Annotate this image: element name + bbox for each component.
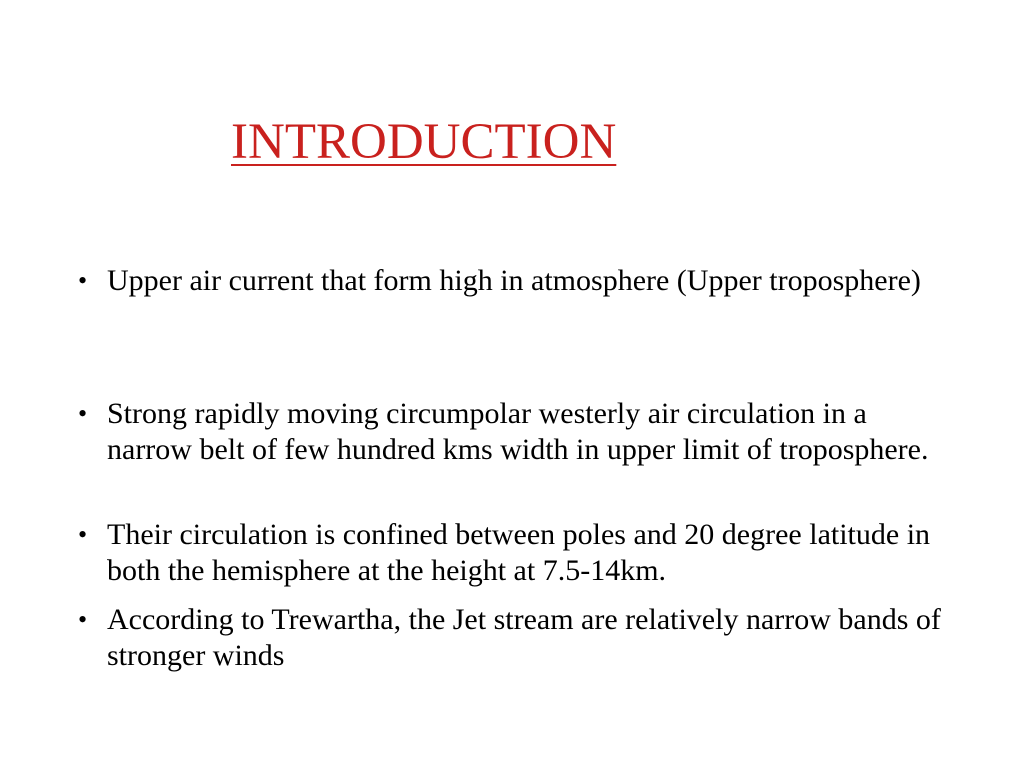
bullet-text: According to Trewartha, the Jet stream are relatively narrow bands of stronger winds bbox=[107, 603, 941, 672]
list-item bbox=[78, 517, 948, 589]
slide-title: INTRODUCTION bbox=[231, 114, 617, 170]
bullet-text: Their circulation is confined between poles and 20 degree latitude in both the hemisphere at the height at 7.5-14km. bbox=[107, 518, 931, 587]
bullet-dot-icon: • bbox=[78, 266, 88, 295]
list-item bbox=[78, 602, 948, 674]
bullet-dot-icon: • bbox=[78, 520, 88, 549]
bullet-dot-icon: • bbox=[78, 399, 88, 428]
bullet-text: Strong rapidly moving circumpolar westerly air circulation in a narrow belt of few hundred kms width in upper limit of troposphere. bbox=[107, 397, 929, 466]
list-item bbox=[78, 263, 948, 299]
bullet-dot-icon: • bbox=[78, 605, 88, 634]
list-item bbox=[78, 396, 948, 468]
bullet-text: Upper air current that form high in atmosphere (Upper troposphere) bbox=[107, 264, 921, 297]
